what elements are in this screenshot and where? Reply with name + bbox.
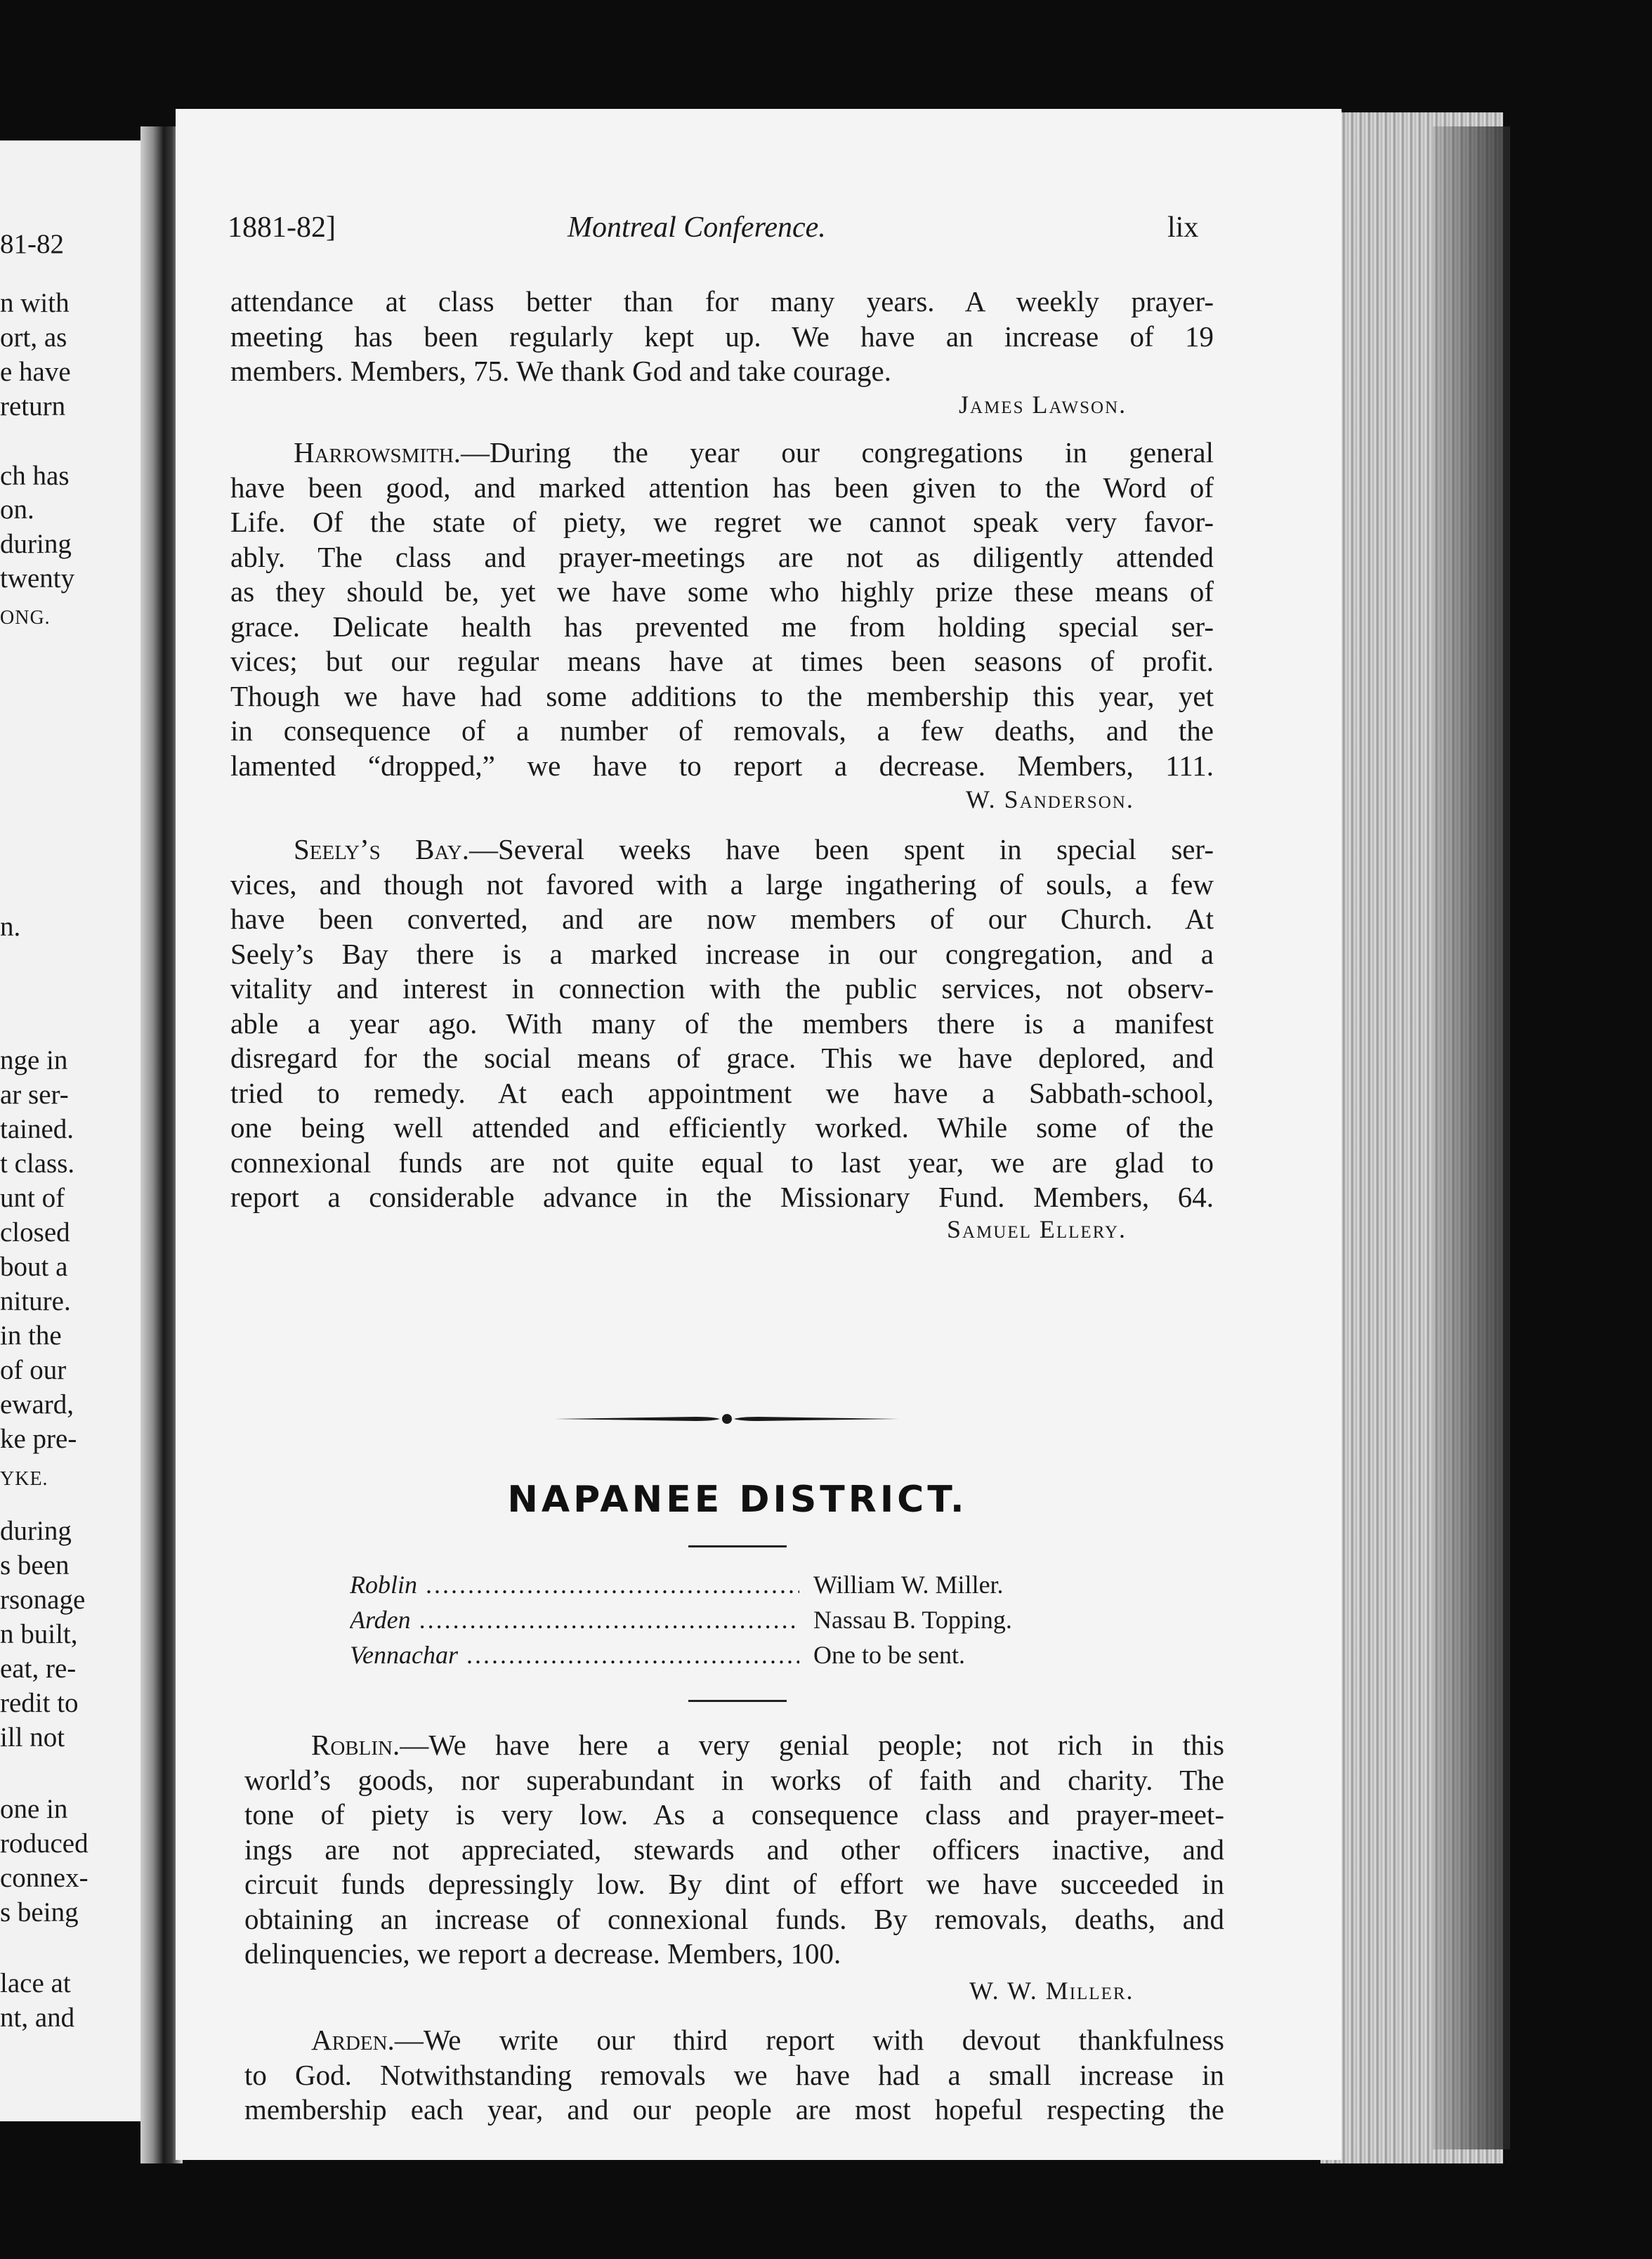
- report-paragraph: [244, 1728, 1224, 1972]
- left-page-line: return: [0, 391, 66, 421]
- paragraph-line: have been good, and marked attention has been given to the Word of: [230, 471, 1214, 504]
- left-page-line: n.: [0, 912, 21, 942]
- left-page-line: n with: [0, 288, 70, 318]
- paragraph-line: one being well attended and efficiently worked. While some of the: [230, 1111, 1214, 1144]
- report-paragraph: [230, 436, 1214, 783]
- paragraph-line: vices; but our regular means have at times been seasons of profit.: [230, 645, 1214, 677]
- left-page-line: redit to: [0, 1688, 79, 1718]
- district-title: NAPANEE DISTRICT.: [507, 1479, 968, 1521]
- station-row: [350, 1570, 1052, 1605]
- paragraph-line: [230, 436, 1214, 471]
- paragraph-line: Life. Of the state of piety, we regret we cannot speak very favor-: [230, 506, 1214, 538]
- circuit-heading: Harrowsmith.: [294, 436, 461, 469]
- station-row: [350, 1605, 1052, 1640]
- left-page-line: connex-: [0, 1863, 88, 1893]
- page-edge-shadow: [1433, 126, 1510, 2149]
- paragraph-line: connexional funds are not quite equal to last year, we are glad to: [230, 1146, 1214, 1179]
- paragraph-line: membership each year, and our people are most hopeful respecting the: [244, 2093, 1224, 2126]
- signature: James Lawson.: [959, 391, 1127, 419]
- left-page-line: n built,: [0, 1619, 78, 1649]
- left-page-line: tained.: [0, 1114, 74, 1144]
- report-paragraph: [230, 832, 1214, 1215]
- station-minister: William W. Miller.: [813, 1571, 1004, 1599]
- paragraph-line: have been converted, and are now members of our Church. At: [230, 903, 1214, 935]
- left-page-line: 81-82: [0, 229, 64, 259]
- paragraph-text: —During the year our congregations in general: [461, 436, 1214, 469]
- left-page-line: eward,: [0, 1389, 74, 1420]
- left-page-line: s been: [0, 1550, 70, 1580]
- left-page-line: nge in: [0, 1045, 68, 1075]
- circuit-heading: Roblin.: [311, 1729, 400, 1761]
- paragraph-line: [244, 1728, 1224, 1763]
- left-page-line: ill not: [0, 1722, 65, 1753]
- paragraph-text: —Several weeks have been spent in special ser-: [469, 833, 1214, 865]
- paragraph-text: —We write our third report with devout thankfulness: [394, 2024, 1224, 2056]
- left-page-line: one in: [0, 1794, 68, 1824]
- left-page-line: of our: [0, 1355, 67, 1385]
- left-facing-page: [0, 140, 140, 2121]
- paragraph-line: world’s goods, nor superabundant in works of faith and charity. The: [244, 1763, 1224, 1796]
- paragraph-line: report a considerable advance in the Missionary Fund. Members, 64.: [230, 1181, 1214, 1213]
- report-paragraph: [244, 2023, 1224, 2128]
- paragraph-line: as they should be, yet we have some who highly prize these means of: [230, 575, 1214, 608]
- left-page-line: in the: [0, 1321, 62, 1351]
- paragraph-line: able a year ago. With many of the members there is a manifest: [230, 1007, 1214, 1040]
- paragraph-line: disregard for the social means of grace. This we have deplored, and: [230, 1042, 1214, 1074]
- paragraph-line: Seely’s Bay there is a marked increase in our congregation, and a: [230, 937, 1214, 970]
- signature: Samuel Ellery.: [947, 1215, 1127, 1243]
- paragraph-line: [230, 832, 1214, 867]
- left-page-line: YKE.: [0, 1468, 48, 1490]
- list-rule: [688, 1700, 787, 1702]
- signature: W. Sanderson.: [966, 785, 1134, 813]
- station-minister: Nassau B. Topping.: [813, 1606, 1012, 1634]
- circuit-heading: Seely’s Bay.: [294, 833, 469, 865]
- title-rule: [688, 1545, 787, 1547]
- left-page-line: ch has: [0, 461, 70, 491]
- circuit-heading: Arden.: [311, 2024, 395, 2056]
- left-page-line: roduced: [0, 1828, 88, 1859]
- paragraph-line: ably. The class and prayer-meetings are not as diligently attended: [230, 540, 1214, 573]
- left-page-line: ort, as: [0, 322, 67, 353]
- paragraph-line: vitality and interest in connection with the public services, not observ-: [230, 972, 1214, 1004]
- station-name: Arden .....: [350, 1605, 799, 1635]
- paragraph-line: meeting has been regularly kept up. We have an increase of 19: [230, 320, 1214, 353]
- page-number: lix: [1167, 211, 1199, 244]
- left-page-line: t class.: [0, 1148, 75, 1179]
- paragraph-line: circuit funds depressingly low. By dint of effort we have succeeded in: [244, 1868, 1224, 1900]
- main-page: [176, 109, 1342, 2160]
- left-page-line: on.: [0, 495, 34, 525]
- left-page-line: bout a: [0, 1252, 68, 1282]
- left-page-line: ONG.: [0, 607, 51, 629]
- header-title: Montreal Conference.: [568, 211, 826, 244]
- paragraph-line: tried to remedy. At each appointment we have a Sabbath-school,: [230, 1076, 1214, 1109]
- left-page-line: ar ser-: [0, 1080, 69, 1110]
- left-page-line: twenty: [0, 563, 75, 594]
- left-page-line: closed: [0, 1217, 70, 1248]
- paragraph-line: [244, 2023, 1224, 2058]
- paragraph-line: attendance at class better than for many years. A weekly prayer-: [230, 285, 1214, 317]
- left-page-line: unt of: [0, 1183, 65, 1213]
- paragraph-line: delinquencies, we report a decrease. Members, 100.: [244, 1937, 841, 1970]
- left-page-line: lace at: [0, 1968, 71, 1998]
- paragraph-line: vices, and though not favored with a large ingathering of souls, a few: [230, 867, 1214, 901]
- paragraph-line: obtaining an increase of connexional funds. By removals, deaths, and: [244, 1902, 1224, 1935]
- left-page-line: nt, and: [0, 2003, 75, 2033]
- paragraph-line: lamented “dropped,” we have to report a decrease. Members, 111.: [230, 749, 1214, 782]
- paragraph-line: members. Members, 75. We thank God and take courage.: [230, 355, 891, 387]
- left-page-line: niture.: [0, 1286, 71, 1316]
- paragraph-line: to God. Notwithstanding removals we have had a small increase in: [244, 2058, 1224, 2091]
- paragraph-text: —We have here a very genial people; not rich in this: [400, 1729, 1224, 1761]
- left-page-line: during: [0, 1516, 72, 1546]
- left-page-line: during: [0, 529, 72, 559]
- left-page-line: eat, re-: [0, 1654, 77, 1684]
- report-paragraph: [230, 284, 1214, 389]
- left-page-line: s being: [0, 1897, 79, 1927]
- paragraph-line: grace. Delicate health has prevented me from holding special ser-: [230, 610, 1214, 643]
- paragraph-line: ings are not appreciated, stewards and other officers inactive, and: [244, 1833, 1224, 1866]
- station-row: [350, 1640, 1052, 1675]
- left-page-line: rsonage: [0, 1585, 86, 1615]
- station-name: Roblin .....: [350, 1570, 799, 1599]
- ornamental-divider: [555, 1408, 899, 1429]
- paragraph-line: Though we have had some additions to the membership this year, yet: [230, 679, 1214, 712]
- signature: W. W. Miller.: [969, 1977, 1134, 2005]
- station-minister: One to be sent.: [813, 1641, 965, 1669]
- paragraph-line: in consequence of a number of removals, a few deaths, and the: [230, 714, 1214, 747]
- paragraph-line: tone of piety is very low. As a consequence class and prayer-meet-: [244, 1798, 1224, 1831]
- left-page-line: e have: [0, 357, 71, 387]
- left-page-line: ke pre-: [0, 1424, 77, 1454]
- header-year: 1881-82]: [228, 211, 336, 244]
- station-name: Vennachar .....: [350, 1640, 799, 1670]
